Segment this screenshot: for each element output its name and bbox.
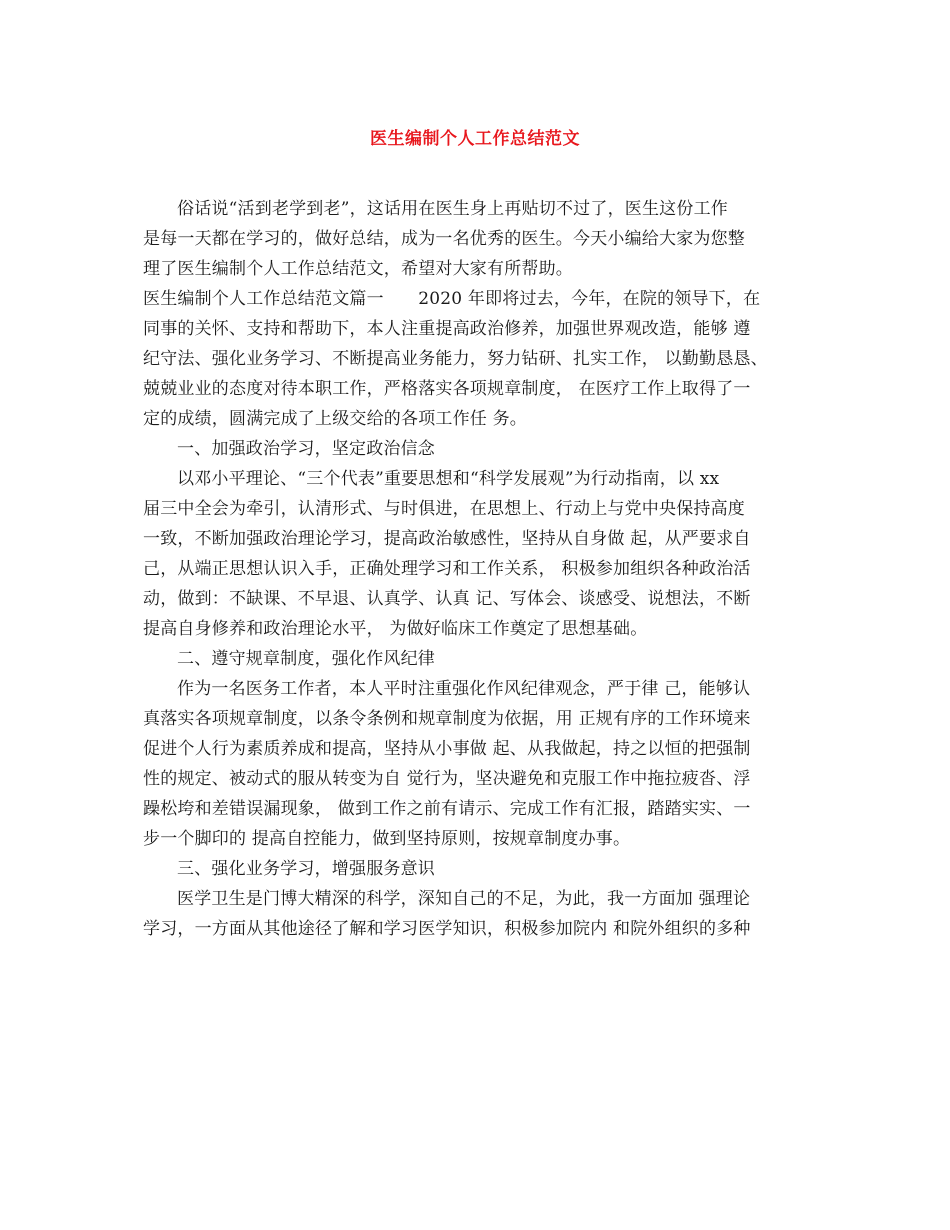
document-title: 医生编制个人工作总结范文 [370,129,580,149]
text-line: 俗话说“活到老学到老”，这话用在医生身上再贴切不过了，医生这份工作 [177,199,728,219]
text-line: 是每一天都在学习的，做好总结，成为一名优秀的医生。今天小编给大家为您整 [143,229,745,249]
text-line: 步一个脚印的 提高自控能力，做到坚持原则，按规章制度办事。 [143,829,631,849]
text-line: 真落实各项规章制度，以条令条例和规章制度为依据，用 正规有序的工作环境来 [143,709,751,729]
text-line: 提高自身修养和政治理论水平， 为做好临床工作奠定了思想基础。 [143,619,648,639]
text-line: 届三中全会为牵引，认清形式、与时俱进，在思想上、行动上与党中央保持高度 [143,499,745,519]
text-line: 理了医生编制个人工作总结范文，希望对大家有所帮助。 [143,259,573,279]
text-line: 促进个人行为素质养成和提高，坚持从小事做 起、从我做起，持之以恒的把强制 [143,739,751,759]
text-line: 二、遵守规章制度，强化作风纪律 [177,649,435,669]
text-line: 己，从端正思想认识入手，正确处理学习和工作关系， 积极参加组织各种政治活 [143,559,751,579]
text-line: 动，做到：不缺课、不早退、认真学、认真 记、写体会、谈感受、说想法，不断 [143,589,751,609]
text-line: 躁松垮和差错误漏现象， 做到工作之前有请示、完成工作有汇报，踏踏实实、一 [143,799,751,819]
text-line: 定的成绩，圆满完成了上级交给的各项工作任 务。 [143,409,528,429]
text-line: 以邓小平理论、“三个代表”重要思想和“科学发展观”为行动指南，以 xx [177,469,720,489]
text-line: 医生编制个人工作总结范文篇一 2020 年即将过去，今年，在院的领导下，在 [143,289,761,309]
text-line: 兢兢业业的态度对待本职工作，严格落实各项规章制度， 在医疗工作上取得了一 [143,379,751,399]
text-line: 一、加强政治学习，坚定政治信念 [177,439,435,459]
text-line: 同事的关怀、支持和帮助下，本人注重提高政治修养，加强世界观改造，能够 遵 [143,319,751,339]
text-line: 作为一名医务工作者，本人平时注重强化作风纪律观念，严于律 己，能够认 [177,679,751,699]
text-line: 性的规定、被动式的服从转变为自 觉行为，坚决避免和克服工作中拖拉疲沓、浮 [143,769,751,789]
text-line: 医学卫生是门博大精深的科学，深知自己的不足，为此，我一方面加 强理论 [177,889,751,909]
text-line: 纪守法、强化业务学习、不断提高业务能力，努力钻研、扎实工作， 以勤勤恳恳、 [143,349,768,369]
text-line: 一致，不断加强政治理论学习，提高政治敏感性，坚持从自身做 起，从严要求自 [143,529,751,549]
text-line: 三、强化业务学习，增强服务意识 [177,859,435,879]
document-body [143,194,823,944]
text-line: 学习，一方面从其他途径了解和学习医学知识，积极参加院内 和院外组织的多种 [143,919,751,939]
